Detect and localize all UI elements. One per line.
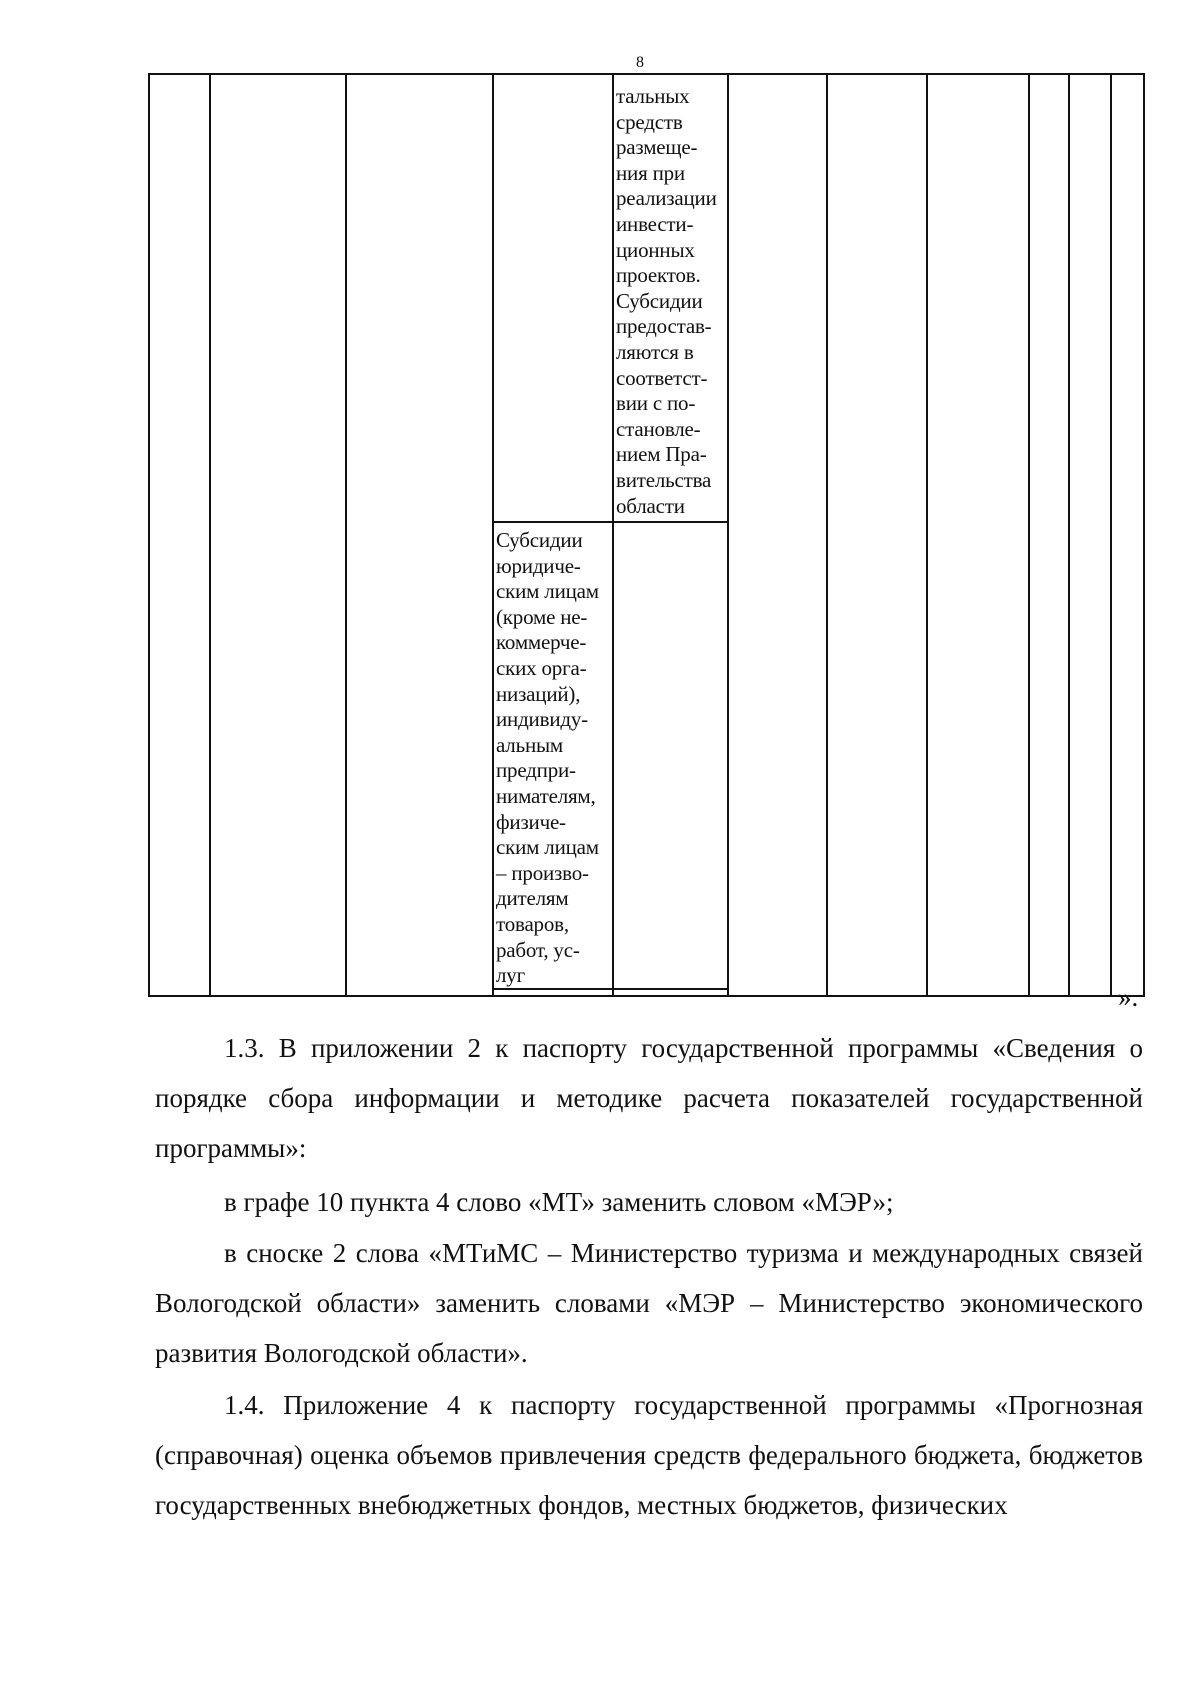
paragraph-column-10: в графе 10 пункта 4 слово «МТ» заменить словом «МЭР»;: [224, 1187, 894, 1217]
column-border: [612, 73, 614, 997]
closing-quote-mark: ».: [1118, 982, 1139, 1012]
column-border: [492, 73, 494, 997]
column-border: [209, 73, 211, 997]
column-border: [1143, 73, 1145, 997]
paragraph-1-3: 1.3. В приложении 2 к паспорту государственной программы «Сведения о порядке сбора информации и методике расчета показателей государственной программы»:: [155, 1033, 1143, 1163]
paragraph-1-4: 1.4. Приложение 4 к паспорту государственной программы «Прогнозная (справочная) оценка объемов привлечения средств федерального бюджета, бюджетов государственных внебюджетных фондов, местных бюджетов, физических: [155, 1390, 1143, 1520]
cell-subsidy-recipients: Субсидии юридиче- ским лицам (кроме не- коммерче- ских орга- низаций), индивиду- альным предпри- нимателям, физиче- ским лицам – произво- дителям товаров, работ, ус- луг: [496, 528, 599, 988]
page-number: 8: [636, 54, 644, 71]
column-border: [1068, 73, 1070, 997]
column-border: [148, 73, 150, 997]
cell-divider: [492, 521, 729, 523]
table-bottom-border: [148, 995, 1145, 997]
column-border: [826, 73, 828, 997]
paragraph-footnote-2: в сноске 2 слова «МТиМС – Министерство туризма и международных связей Вологодской области» заменить словами «МЭР – Министерство экономического развития Вологодской области».: [155, 1238, 1143, 1368]
column-border: [1028, 73, 1030, 997]
cell-subsidy-conditions: тальных средств размеще- ния при реализации инвести- ционных проектов. Субсидии предостав- ляются в соответст- вии с по- становле- нием Пра- вительства области: [616, 84, 717, 518]
table-top-border: [148, 73, 1145, 75]
column-border: [1110, 73, 1112, 997]
column-border: [926, 73, 928, 997]
column-border: [345, 73, 347, 997]
